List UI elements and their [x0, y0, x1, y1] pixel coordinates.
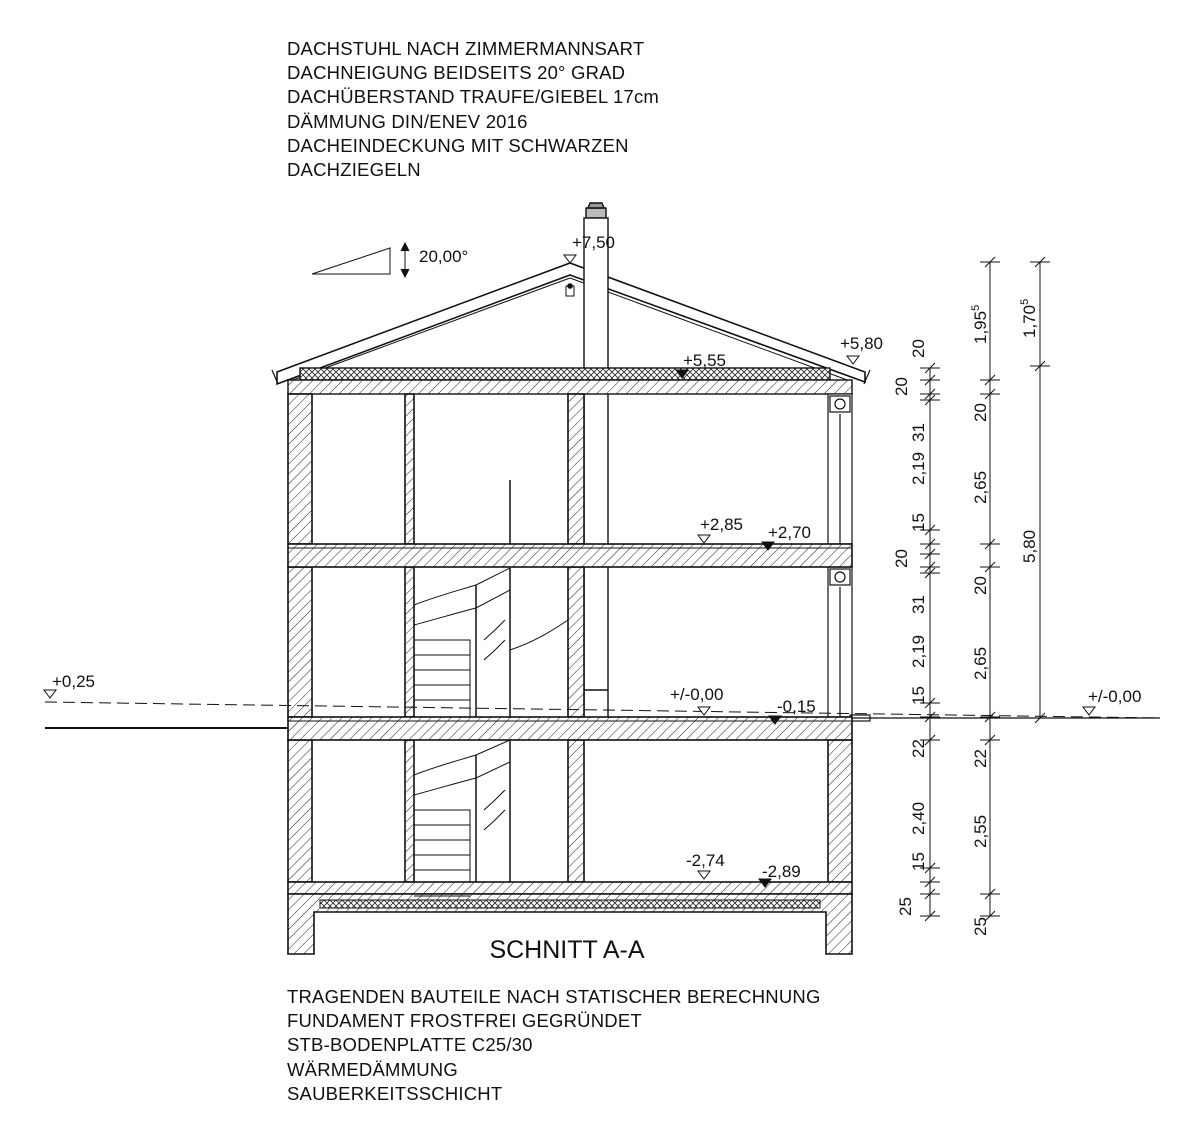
roof-pitch-indicator	[312, 243, 409, 277]
dim-text	[1019, 299, 1039, 338]
dim-superscript: 5	[1019, 298, 1031, 305]
structure-notes	[287, 985, 821, 1106]
walls	[288, 394, 852, 882]
level-ground-raw: +/-0,00	[670, 685, 724, 704]
dim-value: 1,95	[971, 310, 990, 344]
section-title: SCHNITT A-A	[489, 936, 645, 964]
level-top-ceiling: +5,55	[683, 351, 727, 370]
dim-text: 25	[896, 897, 915, 916]
roof-pitch-label: 20,00°	[419, 247, 469, 266]
note-line: DACHÜBERSTAND TRAUFE/GIEBEL 17cm	[287, 86, 660, 108]
dim-text: 15	[909, 686, 928, 705]
dim-text: 20	[909, 339, 928, 358]
dim-text: 31	[909, 595, 928, 614]
level-basement-finish: -2,89	[762, 862, 801, 881]
note-line: DACHEINDECKUNG MIT SCHWARZEN	[287, 134, 629, 156]
level-terrain-left: +0,25	[52, 672, 96, 691]
dim-text: 2,55	[971, 814, 990, 848]
level-basement-raw: -2,74	[686, 851, 725, 870]
dim-text: 15	[909, 852, 928, 871]
note-line: DACHZIEGELN	[287, 159, 421, 181]
dim-text: 20	[892, 549, 911, 568]
level-terrain-right: +/-0,00	[1088, 687, 1142, 706]
dim-text: 2,19	[909, 451, 928, 485]
level-upper-raw: +2,85	[700, 515, 744, 534]
dim-text: 2,40	[909, 801, 928, 835]
note-line: SAUBERKEITSSCHICHT	[287, 1082, 503, 1104]
level-eave: +5,80	[840, 334, 884, 353]
dim-text: 22	[971, 749, 990, 768]
roof	[272, 263, 870, 384]
dim-value: 1,70	[1020, 304, 1039, 338]
dim-text: 2,19	[909, 634, 928, 668]
level-ground-finish: -0,15	[777, 697, 816, 716]
note-line: DACHSTUHL NACH ZIMMERMANNSART	[287, 38, 645, 59]
note-line: TRAGENDEN BAUTEILE NACH STATISCHER BERECHNUNG	[287, 986, 821, 1007]
note-line: DACHNEIGUNG BEIDSEITS 20° GRAD	[287, 62, 626, 84]
note-line: STB-BODENPLATTE C25/30	[287, 1034, 533, 1056]
level-ridge: +7,50	[572, 233, 616, 252]
dim-text	[970, 305, 990, 344]
dim-text: 20	[971, 576, 990, 595]
top-ceiling-slab	[288, 368, 852, 394]
level-upper-finish: +2,70	[768, 523, 812, 542]
dim-text: 20	[971, 403, 990, 422]
chimney	[584, 203, 608, 718]
dim-text: 20	[892, 377, 911, 396]
dim-text: 22	[909, 739, 928, 758]
note-line: FUNDAMENT FROSTFREI GEGRÜNDET	[287, 1010, 642, 1032]
dim-text: 31	[909, 423, 928, 442]
dim-text: 2,65	[971, 470, 990, 504]
dim-text: 15	[909, 513, 928, 532]
note-line: DÄMMUNG DIN/ENEV 2016	[287, 110, 528, 132]
dim-text: 25	[971, 917, 990, 936]
dim-text: 5,80	[1020, 529, 1039, 563]
dim-superscript: 5	[970, 304, 982, 311]
staircase	[414, 480, 568, 896]
note-line: WÄRMEDÄMMUNG	[287, 1058, 458, 1080]
dim-text: 2,65	[971, 646, 990, 680]
